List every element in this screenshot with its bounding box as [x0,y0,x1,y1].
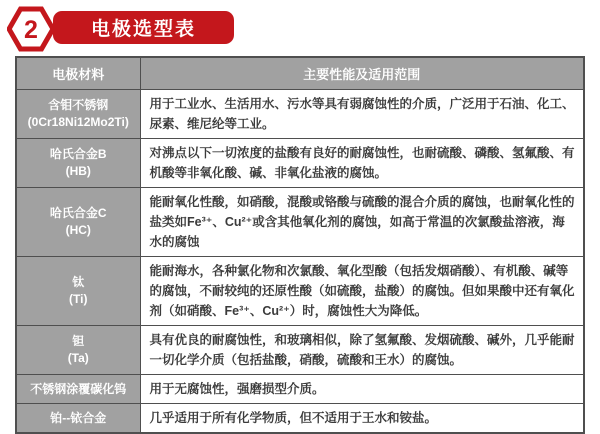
material-cell: 含钼不锈钢 (0Cr18Ni12Mo2Ti) [16,90,140,139]
table-row [16,257,584,326]
page-title: 电极选型表 [90,19,196,40]
page-header [0,0,600,56]
description-cell: 几乎适用于所有化学物质，但不适用于王水和铵盐。 [140,404,584,434]
column-header-material: 电极材料 [16,57,140,90]
description-cell: 具有优良的耐腐蚀性，和玻璃相似，除了氢氟酸、发烟硫酸、碱外，几乎能耐一切化学介质（包括盐酸，硝酸，硫酸和王水）的腐蚀。 [140,326,584,375]
material-cell: 不锈钢涂覆碳化钨 [16,375,140,404]
material-cell: 哈氏合金C (HC) [16,188,140,257]
title-banner [53,11,234,44]
description-cell: 能耐海水，各种氯化物和次氯酸、氧化型酸（包括发烟硝酸）、有机酸、碱等的腐蚀，不耐较纯的还原性酸（如硫酸，盐酸）的腐蚀。但如果酸中还有氧化剂（如硝酸、Fe³⁺、Cu²⁺）时，腐蚀性大为降低。 [140,257,584,326]
table-row [16,90,584,139]
material-cell: 钛 (Ti) [16,257,140,326]
table-row [16,326,584,375]
material-cell: 铂--铱合金 [16,404,140,434]
table-row [16,404,584,434]
material-cell: 钽 (Ta) [16,326,140,375]
table-row [16,375,584,404]
description-cell: 用于无腐蚀性，强磨损型介质。 [140,375,584,404]
material-cell: 哈氏合金B (HB) [16,139,140,188]
table-row [16,188,584,257]
step-number-badge [7,5,55,53]
electrode-selection-table [15,56,585,434]
electrode-table-body [16,90,584,434]
column-header-performance: 主要性能及适用范围 [140,57,584,90]
table-header-row [16,57,584,90]
description-cell: 用于工业水、生活用水、污水等具有弱腐蚀性的介质，广泛用于石油、化工、尿素、维尼纶等工业。 [140,90,584,139]
description-cell: 能耐氧化性酸，如硝酸，混酸或铬酸与硫酸的混合介质的腐蚀，也耐氧化性的盐类如Fe³⁺、Cu²⁺或含其他氧化剂的腐蚀，如高于常温的次氯酸盐溶液，海水的腐蚀 [140,188,584,257]
description-cell: 对沸点以下一切浓度的盐酸有良好的耐腐蚀性，也耐硫酸、磷酸、氢氟酸、有机酸等非氧化酸、碱、非氧化盐液的腐蚀。 [140,139,584,188]
badge-number: 2 [24,16,38,44]
table-row [16,139,584,188]
